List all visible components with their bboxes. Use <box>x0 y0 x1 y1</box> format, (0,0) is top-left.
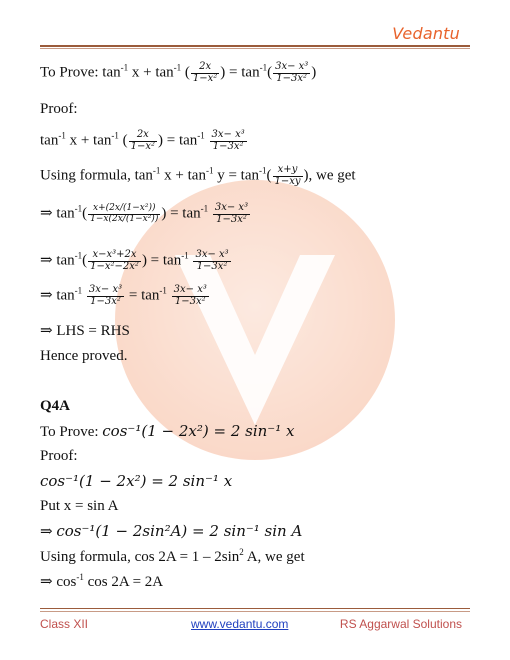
footer-website-link[interactable]: www.vedantu.com <box>191 617 289 631</box>
fraction: $\frac{x+y}{1-xy}$ <box>274 164 301 187</box>
formula-line: Using formula, $\tan^{-1} x + \tan^{-1} y = \tan^{-1}$( $\frac{x+y}{1-xy}$ ), we get <box>40 164 356 187</box>
substitution-line: Put x = sin A <box>40 498 119 514</box>
header-divider-thin <box>40 48 470 49</box>
step-line: ⇒ cos⁻¹(1 − 2sin²A) = 2 sin⁻¹ sin A <box>40 522 303 540</box>
proof-label: Proof: <box>40 448 78 464</box>
step-line: ⇒ $\tan^{-1}$( $\frac{\text{x−x³+2x}}{\text{1−x²−2x²}}$ ) = $\tan^{-1}$ $\frac{\text{3x− x³}}{\text{1−3x²}}$ <box>40 249 229 272</box>
formula-line: Using formula, $\cos 2A = 1 - 2\sin^2$ A, we get <box>40 547 305 565</box>
fraction: $\frac{2x}{\text{1−x²}}$ <box>130 129 156 152</box>
footer-series-label: RS Aggarwal Solutions <box>339 617 462 631</box>
fraction: $\frac{\text{3x− x³}}{\text{1−3x²}}$ <box>195 249 229 272</box>
equation-line: cos⁻¹(1 − 2x²) = 2 sin⁻¹ x <box>40 472 233 490</box>
to-prove-line-1: To Prove: $\tan^{-1} x + \tan^{-1}$ ( $\frac{2x}{\text{1−x²}}$ ) = $\tan^{-1}$( $\frac{\text{3x− x³}}{\text{1−3x²}}$ ) <box>40 61 317 84</box>
fraction: $\frac{\text{x+(2x/(1−x²))}}{\text{1−x(2x/(1−x²))}}$ <box>90 203 159 224</box>
to-prove-line-2: To Prove: cos⁻¹(1 − 2x²) = 2 sin⁻¹ x <box>40 422 295 440</box>
step-line: ⇒ $\tan^{-1}$ $\frac{\text{3x− x³}}{\text{1−3x²}}$ = $\tan^{-1}$ $\frac{\text{3x− x³}}{\text{1−3x²}}$ <box>40 284 207 307</box>
vedantu-logo: Vedantu <box>392 24 460 43</box>
hence-proved: Hence proved. <box>40 348 128 364</box>
footer-divider-thin <box>40 611 470 612</box>
proof-label: Proof: <box>40 101 78 117</box>
header-divider <box>40 45 470 47</box>
question-heading: Q4A <box>40 398 70 414</box>
fraction: $\frac{\text{3x− x³}}{\text{1−3x²}}$ <box>88 284 123 307</box>
footer-divider <box>40 608 470 609</box>
fraction: $\frac{\text{3x− x³}}{\text{1−3x²}}$ <box>211 129 245 152</box>
fraction: $\frac{2x}{\text{1−x²}}$ <box>192 61 218 84</box>
equation-line: $\tan^{-1} x + \tan^{-1}$ ( $\frac{2x}{\text{1−x²}}$ ) = $\tan^{-1}$ $\frac{\text{3x− x³}}{\text{1−3x²}}$ <box>40 129 245 152</box>
conclusion-line: ⇒ LHS = RHS <box>40 323 130 339</box>
fraction: $\frac{\text{3x− x³}}{\text{1−3x²}}$ <box>275 61 309 84</box>
step-line: ⇒ $\tan^{-1}$( $\frac{\text{x+(2x/(1−x²))}}{\text{1−x(2x/(1−x²))}}$ ) = $\tan^{-1}$ $\frac{\text{3x− x³}}{\text{1−3x²}}$ <box>40 202 249 225</box>
footer-class-label: Class XII <box>40 617 89 631</box>
fraction: $\frac{\text{3x− x³}}{\text{1−3x²}}$ <box>214 202 249 225</box>
fraction: $\frac{\text{3x− x³}}{\text{1−3x²}}$ <box>173 284 207 307</box>
fraction: $\frac{\text{x−x³+2x}}{\text{1−x²−2x²}}$ <box>90 249 139 272</box>
step-line: ⇒ $\cos^{-1} \cos 2A = 2A$ <box>40 572 164 590</box>
